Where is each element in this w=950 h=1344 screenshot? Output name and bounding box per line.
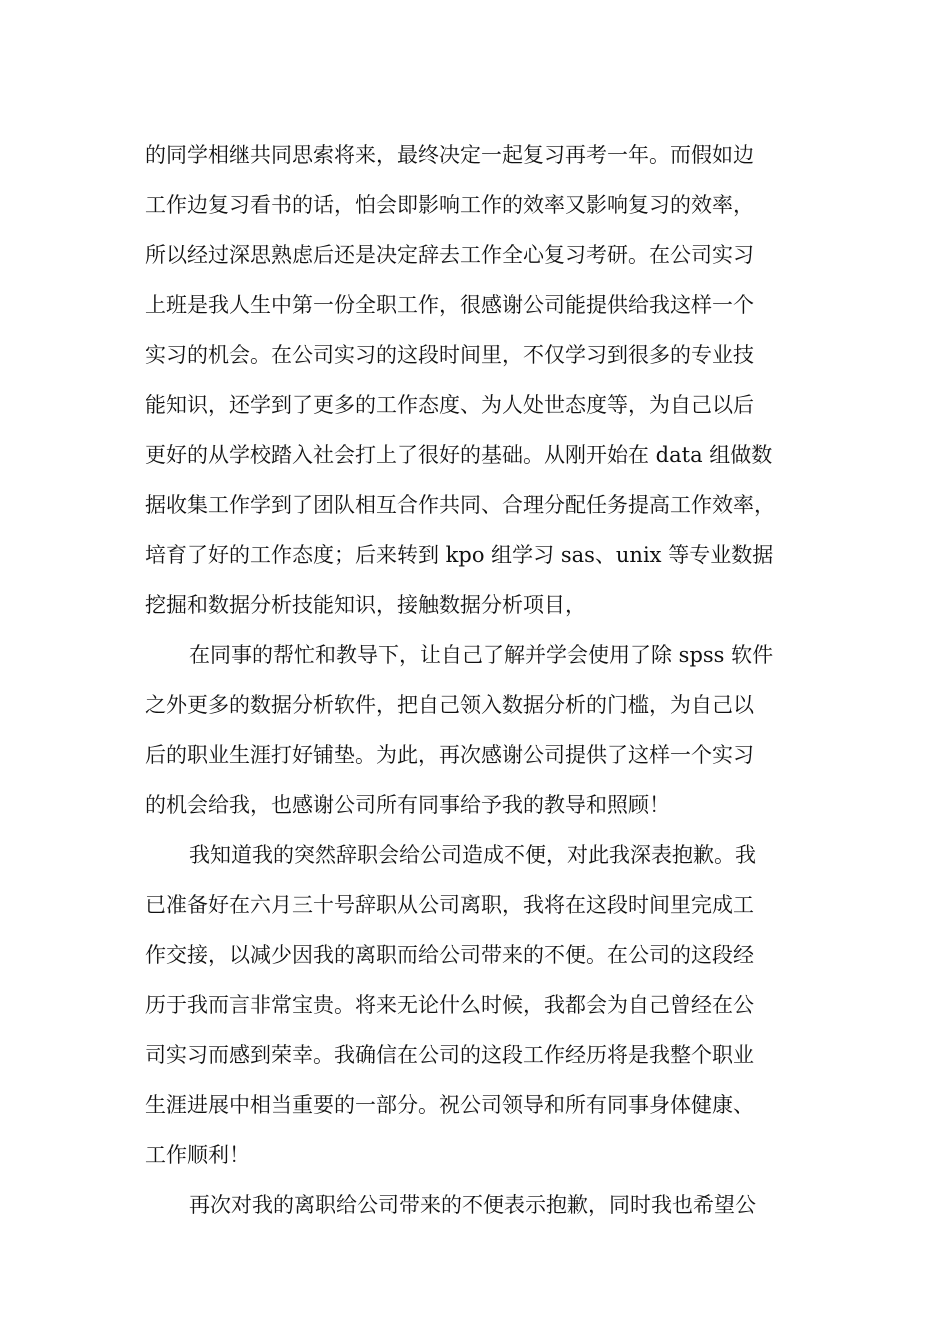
text-line: 的同学相继共同思索将来，最终决定一起复习再考一年。而假如边 <box>145 143 754 167</box>
text-line: 司实习而感到荣幸。我确信在公司的这段工作经历将是我整个职业 <box>145 1043 754 1067</box>
text-line: 生涯进展中相当重要的一部分。祝公司领导和所有同事身体健康、 <box>145 1093 754 1117</box>
text-line: 之外更多的数据分析软件，把自己领入数据分析的门槛，为自己以 <box>145 693 754 717</box>
text-line: 工作边复习看书的话，怕会即影响工作的效率又影响复习的效率， <box>145 193 754 217</box>
text-line: 挖掘和数据分析技能知识，接触数据分析项目， <box>145 593 586 617</box>
paragraph-start-line: 我知道我的突然辞职会给公司造成不便，对此我深表抱歉。我 <box>189 843 756 867</box>
text-line: 更好的从学校踏入社会打上了很好的基础。从刚开始在 data 组做数 <box>145 443 773 467</box>
text-line: 实习的机会。在公司实习的这段时间里，不仅学习到很多的专业技 <box>145 343 754 367</box>
text-line: 的机会给我，也感谢公司所有同事给予我的教导和照顾！ <box>145 793 670 817</box>
text-line: 已准备好在六月三十号辞职从公司离职，我将在这段时间里完成工 <box>145 893 754 917</box>
text-line: 所以经过深思熟虑后还是决定辞去工作全心复习考研。在公司实习 <box>145 243 754 267</box>
text-line: 培育了好的工作态度；后来转到 kpo 组学习 sas、unix 等专业数据 <box>145 543 774 567</box>
text-line: 能知识，还学到了更多的工作态度、为人处世态度等，为自己以后 <box>145 393 754 417</box>
paragraph-start-line: 在同事的帮忙和教导下，让自己了解并学会使用了除 spss 软件 <box>189 643 774 667</box>
paragraph-start-line: 再次对我的离职给公司带来的不便表示抱歉，同时我也希望公 <box>189 1193 756 1217</box>
text-line: 上班是我人生中第一份全职工作，很感谢公司能提供给我这样一个 <box>145 293 754 317</box>
text-line: 作交接，以减少因我的离职而给公司带来的不便。在公司的这段经 <box>145 943 754 967</box>
text-line: 据收集工作学到了团队相互合作共同、合理分配任务提高工作效率， <box>145 493 775 517</box>
text-line: 工作顺利！ <box>145 1143 250 1167</box>
body-text <box>145 130 825 1230</box>
text-line: 历于我而言非常宝贵。将来无论什么时候，我都会为自己曾经在公 <box>145 993 754 1017</box>
text-line: 后的职业生涯打好铺垫。为此，再次感谢公司提供了这样一个实习 <box>145 743 754 767</box>
